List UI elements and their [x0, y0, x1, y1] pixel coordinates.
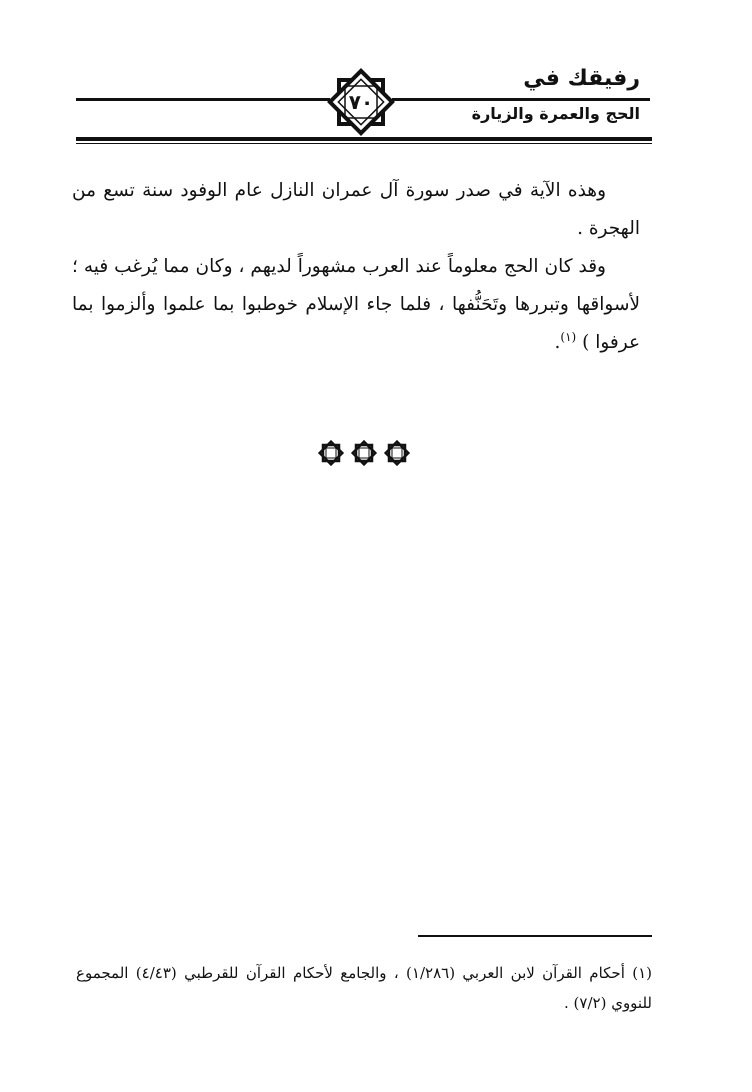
- running-subtitle: الحج والعمرة والزيارة: [471, 104, 640, 123]
- footnotes: [76, 958, 652, 1018]
- running-title: رفيقك في: [523, 66, 640, 91]
- eight-point-star-icon: [382, 436, 412, 470]
- paragraph: [72, 248, 640, 362]
- footnote-marker: (١): [560, 329, 577, 344]
- footnote: (١) أحكام القرآن لابن العربي (١/٢٨٦) ، والجامع لأحكام القرآن للقرطبي (٤/٤٣) المجموع للنووي (٧/٢) .: [76, 964, 652, 1012]
- eight-point-star-icon: [349, 436, 379, 470]
- header-rule-right: [392, 98, 650, 101]
- section-ornament: [316, 436, 412, 470]
- header-rule-left: [76, 98, 330, 101]
- paragraph-text: وقد كان الحج معلوماً عند العرب مشهوراً لديهم ، وكان مما يُرغب فيه ؛ لأسواقها وتبررها وتَحَنُّفها ، فلما جاء الإسلام خوطبوا بما علموا وألزموا بما عرفوا ): [72, 256, 640, 353]
- closing-period: .: [554, 332, 561, 353]
- header-rule-bottom-thin: [76, 143, 652, 144]
- body-text: [72, 172, 640, 362]
- footnote-separator: [418, 935, 652, 937]
- page-number: ٧٠: [348, 90, 374, 114]
- header-rule-bottom: [76, 137, 652, 141]
- paragraph: وهذه الآية في صدر سورة آل عمران النازل عام الوفود سنة تسع من الهجرة .: [72, 180, 640, 239]
- eight-point-star-icon: [316, 436, 346, 470]
- page-number-badge: [325, 66, 397, 138]
